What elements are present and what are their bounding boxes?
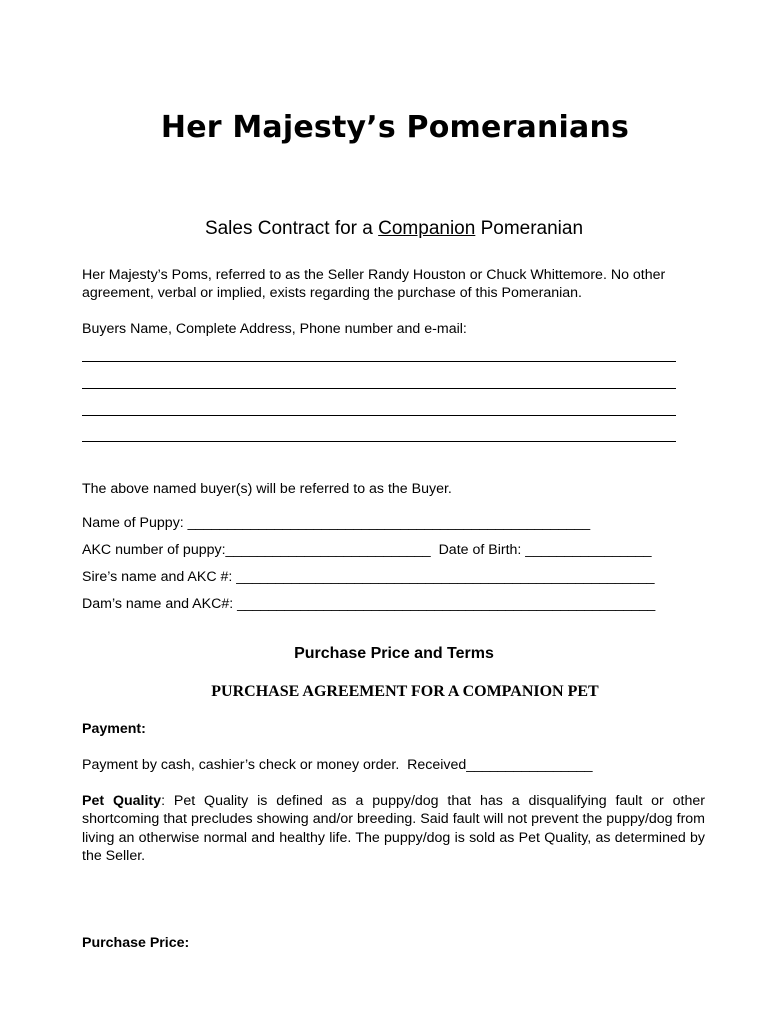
- subtitle-prefix: Sales Contract for a: [204, 218, 379, 239]
- purchase-terms-heading: Purchase Price and Terms: [294, 645, 494, 662]
- buyer-info-line-4[interactable]: [82, 441, 676, 442]
- pet-quality-paragraph: [82, 792, 705, 865]
- page-title: Her Majesty’s Pomeranians: [160, 110, 630, 145]
- buyer-info-line-1[interactable]: [82, 361, 676, 362]
- subtitle-suffix: Pomeranian: [475, 218, 584, 239]
- buyer-info-line-2[interactable]: [82, 388, 676, 389]
- agreement-heading: PURCHASE AGREEMENT FOR A COMPANION PET: [211, 683, 599, 700]
- payment-received-field[interactable]: Payment by cash, cashier’s check or money order. Received________________: [82, 757, 593, 773]
- pet-quality-text: : Pet Quality is defined as a puppy/dog that has a disqualifying fault or other shortcoming that precludes showing and/or breeding. Said fault will not prevent the puppy/dog from living an otherwise normal and healthy life. The puppy/dog is sold as Pet Quality, as determined by the Seller.: [82, 793, 705, 864]
- payment-label: Payment:: [82, 721, 146, 737]
- buyer-reference-text: The above named buyer(s) will be referred to as the Buyer.: [82, 481, 452, 497]
- sire-field[interactable]: Sire’s name and AKC #: _____________________________________________________: [82, 569, 655, 585]
- pet-quality-label: Pet Quality: [82, 793, 162, 809]
- buyers-info-prompt: Buyers Name, Complete Address, Phone number and e-mail:: [82, 321, 467, 337]
- intro-paragraph: Her Majesty’s Poms, referred to as the Seller Randy Houston or Chuck Whittemore. No other agreement, verbal or implied, exists regarding the purchase of this Pomeranian.: [82, 267, 666, 301]
- purchase-price-label: Purchase Price:: [82, 935, 190, 951]
- puppy-name-field[interactable]: Name of Puppy: ___________________________________________________: [82, 515, 591, 531]
- dam-field[interactable]: Dam’s name and AKC#: _____________________________________________________: [82, 596, 656, 612]
- subtitle-emphasis: Companion: [378, 218, 476, 239]
- contract-subtitle: [0, 218, 770, 240]
- buyer-info-line-3[interactable]: [82, 415, 676, 416]
- akc-dob-field[interactable]: AKC number of puppy:__________________________ Date of Birth: ________________: [82, 542, 652, 558]
